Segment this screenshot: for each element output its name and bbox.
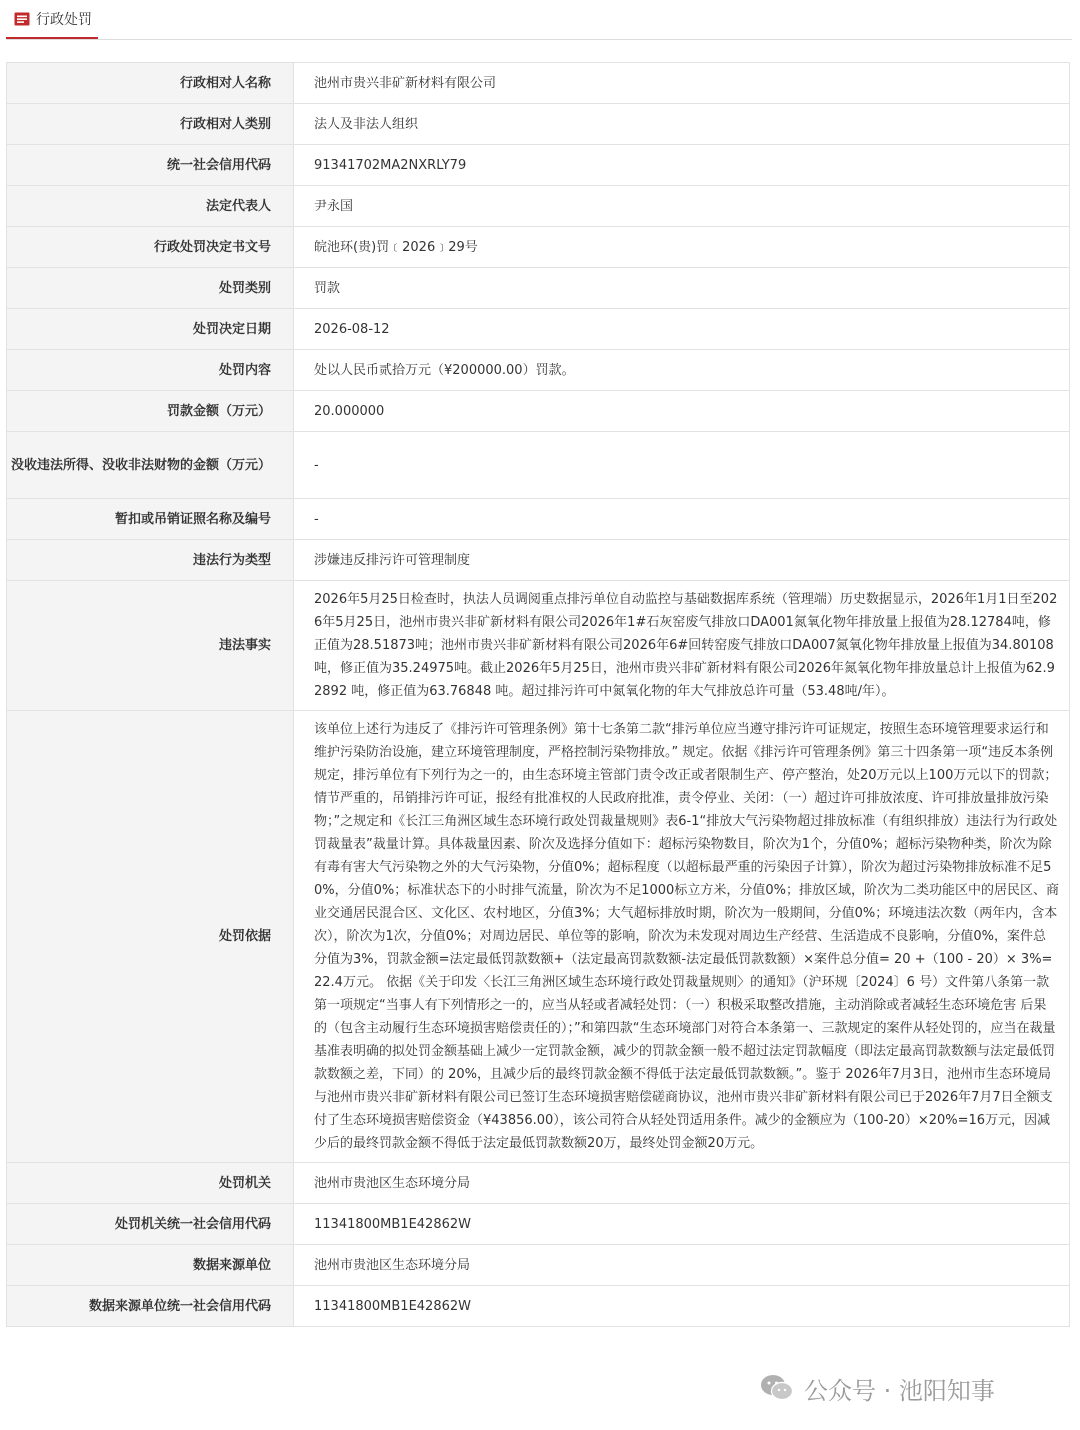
field-value: 20.000000 bbox=[294, 391, 1070, 432]
field-value: 罚款 bbox=[294, 268, 1070, 309]
field-value: 皖池环(贵)罚﹝2026﹞29号 bbox=[294, 227, 1070, 268]
penalty-info-table-wrapper bbox=[6, 62, 1070, 1327]
table-row bbox=[7, 1245, 1070, 1286]
field-label: 处罚内容 bbox=[7, 350, 294, 391]
table-row bbox=[7, 145, 1070, 186]
table-row bbox=[7, 1286, 1070, 1327]
field-value: - bbox=[294, 432, 1070, 499]
table-row bbox=[7, 309, 1070, 350]
field-value: 11341800MB1E42862W bbox=[294, 1286, 1070, 1327]
field-value: 尹永国 bbox=[294, 186, 1070, 227]
table-row bbox=[7, 711, 1070, 1163]
watermark-text: 公众号 · 池阳知事 bbox=[804, 1376, 995, 1405]
field-label: 违法行为类型 bbox=[7, 540, 294, 581]
table-row bbox=[7, 63, 1070, 104]
field-label: 法定代表人 bbox=[7, 186, 294, 227]
field-label: 数据来源单位 bbox=[7, 1245, 294, 1286]
watermark bbox=[760, 1368, 995, 1408]
field-value: 2026-08-12 bbox=[294, 309, 1070, 350]
field-label: 数据来源单位统一社会信用代码 bbox=[7, 1286, 294, 1327]
document-list-icon bbox=[14, 11, 30, 27]
field-label: 违法事实 bbox=[7, 581, 294, 711]
table-row bbox=[7, 227, 1070, 268]
table-row bbox=[7, 350, 1070, 391]
table-row bbox=[7, 268, 1070, 309]
field-label: 处罚机关统一社会信用代码 bbox=[7, 1204, 294, 1245]
field-value: 法人及非法人组织 bbox=[294, 104, 1070, 145]
table-row bbox=[7, 104, 1070, 145]
field-label: 处罚机关 bbox=[7, 1163, 294, 1204]
table-row bbox=[7, 1204, 1070, 1245]
field-label: 罚款金额（万元） bbox=[7, 391, 294, 432]
table-row bbox=[7, 581, 1070, 711]
table-row bbox=[7, 432, 1070, 499]
field-value: 该单位上述行为违反了《排污许可管理条例》第十七条第二款“排污单位应当遵守排污许可证规定，按照生态环境管理要求运行和维护污染防治设施，建立环境管理制度，严格控制污染物排放。” 规定。依据《排污许可管理条例》第三十四条第一项“违反本条例规定，排污单位有下列行为之一的，由生态环境主管部门责令改正或者限制生产、停产整治，处20万元以上100万元以下的罚款；情节严重的，吊销排污许可证，报经有批准权的人民政府批准，责令停业、关闭：（一）超过许可排放浓度、许可排放量排放污染物；”之规定和《长江三角洲区域生态环境行政处罚裁量规则》表6-1“排放大气污染物超过排放标准（有组织排放）违法行为行政处罚裁量表”裁量计算。具体裁量因素、阶次及选择分值如下：超标污染物数目，阶次为1个，分值0%；超标污染物种类，阶次为除有毒有害大气污染物之外的大气污染物，分值0%；超标程度（以超标最严重的污染因子计算），阶次为超过污染物排放标准不足50%，分值0%；标准状态下的小时排气流量，阶次为不足1000标立方米，分值0%；排放区域，阶次为二类功能区中的居民区、商业交通居民混合区、文化区、农村地区，分值3%；大气超标排放时期，阶次为一般期间，分值0%；环境违法次数（两年内，含本次），阶次为1次，分值0%；对周边居民、单位等的影响，阶次为未发现对周边生产经营、生活造成不良影响，分值0%，案件总分值为3%，罚款金额=法定最低罚款数额+（法定最高罚款数额-法定最低罚款数额）×案件总分值= 20 +（100 - 20）× 3%=22.4万元。 依据《关于印发〈长江三角洲区域生态环境行政处罚裁量规则〉的通知》（沪环规〔2024〕6 号）文件第八条第一款第一项规定“当事人有下列情形之一的，应当从轻或者减轻处罚：（一）积极采取整改措施，主动消除或者减轻生态环境危害 后果的（包含主动履行生态环境损害赔偿责任的）；”和第四款“生态环境部门对符合本条第一、三款规定的案件从轻处罚的，应当在裁量基准表明确的拟处罚金额基础上减少一定罚款金额，减少的罚款金额一般不超过法定罚款幅度（即法定最高罚款数额与法定最低罚款数额之差，下同）的 20%，且减少后的最终罚款金额不得低于法定最低罚款数额。”。鉴于 2026年7月3日，池州市生态环境局与池州市贵兴非矿新材料有限公司已签订生态环境损害赔偿磋商协议，池州市贵兴非矿新材料有限公司已于2026年7月7日全额支付了生态环境损害赔偿资金（¥43856.00），该公司符合从轻处罚适用条件。减少的金额应为（100-20）×20%=16万元，因减少后的最终罚款金额不得低于法定最低罚款数额20万，最终处罚金额20万元。 bbox=[294, 711, 1070, 1163]
header-divider bbox=[6, 39, 1072, 40]
field-label: 处罚类别 bbox=[7, 268, 294, 309]
field-value: 处以人民币贰拾万元（¥200000.00）罚款。 bbox=[294, 350, 1070, 391]
page-header bbox=[0, 0, 1080, 40]
field-value: 池州市贵池区生态环境分局 bbox=[294, 1163, 1070, 1204]
table-row bbox=[7, 186, 1070, 227]
field-value: 池州市贵兴非矿新材料有限公司 bbox=[294, 63, 1070, 104]
field-label: 没收违法所得、没收非法财物的金额（万元） bbox=[7, 432, 294, 499]
wechat-icon bbox=[760, 1373, 794, 1403]
table-row bbox=[7, 1163, 1070, 1204]
tab-administrative-penalty[interactable] bbox=[6, 0, 98, 40]
table-row bbox=[7, 391, 1070, 432]
table-row bbox=[7, 499, 1070, 540]
field-label: 处罚依据 bbox=[7, 711, 294, 1163]
field-label: 处罚决定日期 bbox=[7, 309, 294, 350]
field-value: 91341702MA2NXRLY79 bbox=[294, 145, 1070, 186]
page-title: 行政处罚 bbox=[36, 11, 92, 28]
field-label: 行政相对人名称 bbox=[7, 63, 294, 104]
penalty-info-table bbox=[6, 62, 1070, 1327]
field-value: 涉嫌违反排污许可管理制度 bbox=[294, 540, 1070, 581]
field-value: 11341800MB1E42862W bbox=[294, 1204, 1070, 1245]
field-value: 池州市贵池区生态环境分局 bbox=[294, 1245, 1070, 1286]
field-label: 行政相对人类别 bbox=[7, 104, 294, 145]
field-label: 行政处罚决定书文号 bbox=[7, 227, 294, 268]
field-value: - bbox=[294, 499, 1070, 540]
field-label: 统一社会信用代码 bbox=[7, 145, 294, 186]
field-value: 2026年5月25日检查时，执法人员调阅重点排污单位自动监控与基础数据库系统（管理端）历史数据显示，2026年1月1日至2026年5月25日，池州市贵兴非矿新材料有限公司2026年1#石灰窑废气排放口DA001氮氧化物年排放量上报值为28.12784吨，修正值为28.51873吨；池州市贵兴非矿新材料有限公司2026年6#回转窑废气排放口DA007氮氧化物年排放量上报值为34.80108吨，修正值为35.24975吨。截止2026年5月25日，池州市贵兴非矿新材料有限公司2026年氮氧化物年排放量总计上报值为62.92892 吨，修正值为63.76848 吨。超过排污许可中氮氧化物的年大气排放总许可量（53.48吨/年）。 bbox=[294, 581, 1070, 711]
table-row bbox=[7, 540, 1070, 581]
field-label: 暂扣或吊销证照名称及编号 bbox=[7, 499, 294, 540]
